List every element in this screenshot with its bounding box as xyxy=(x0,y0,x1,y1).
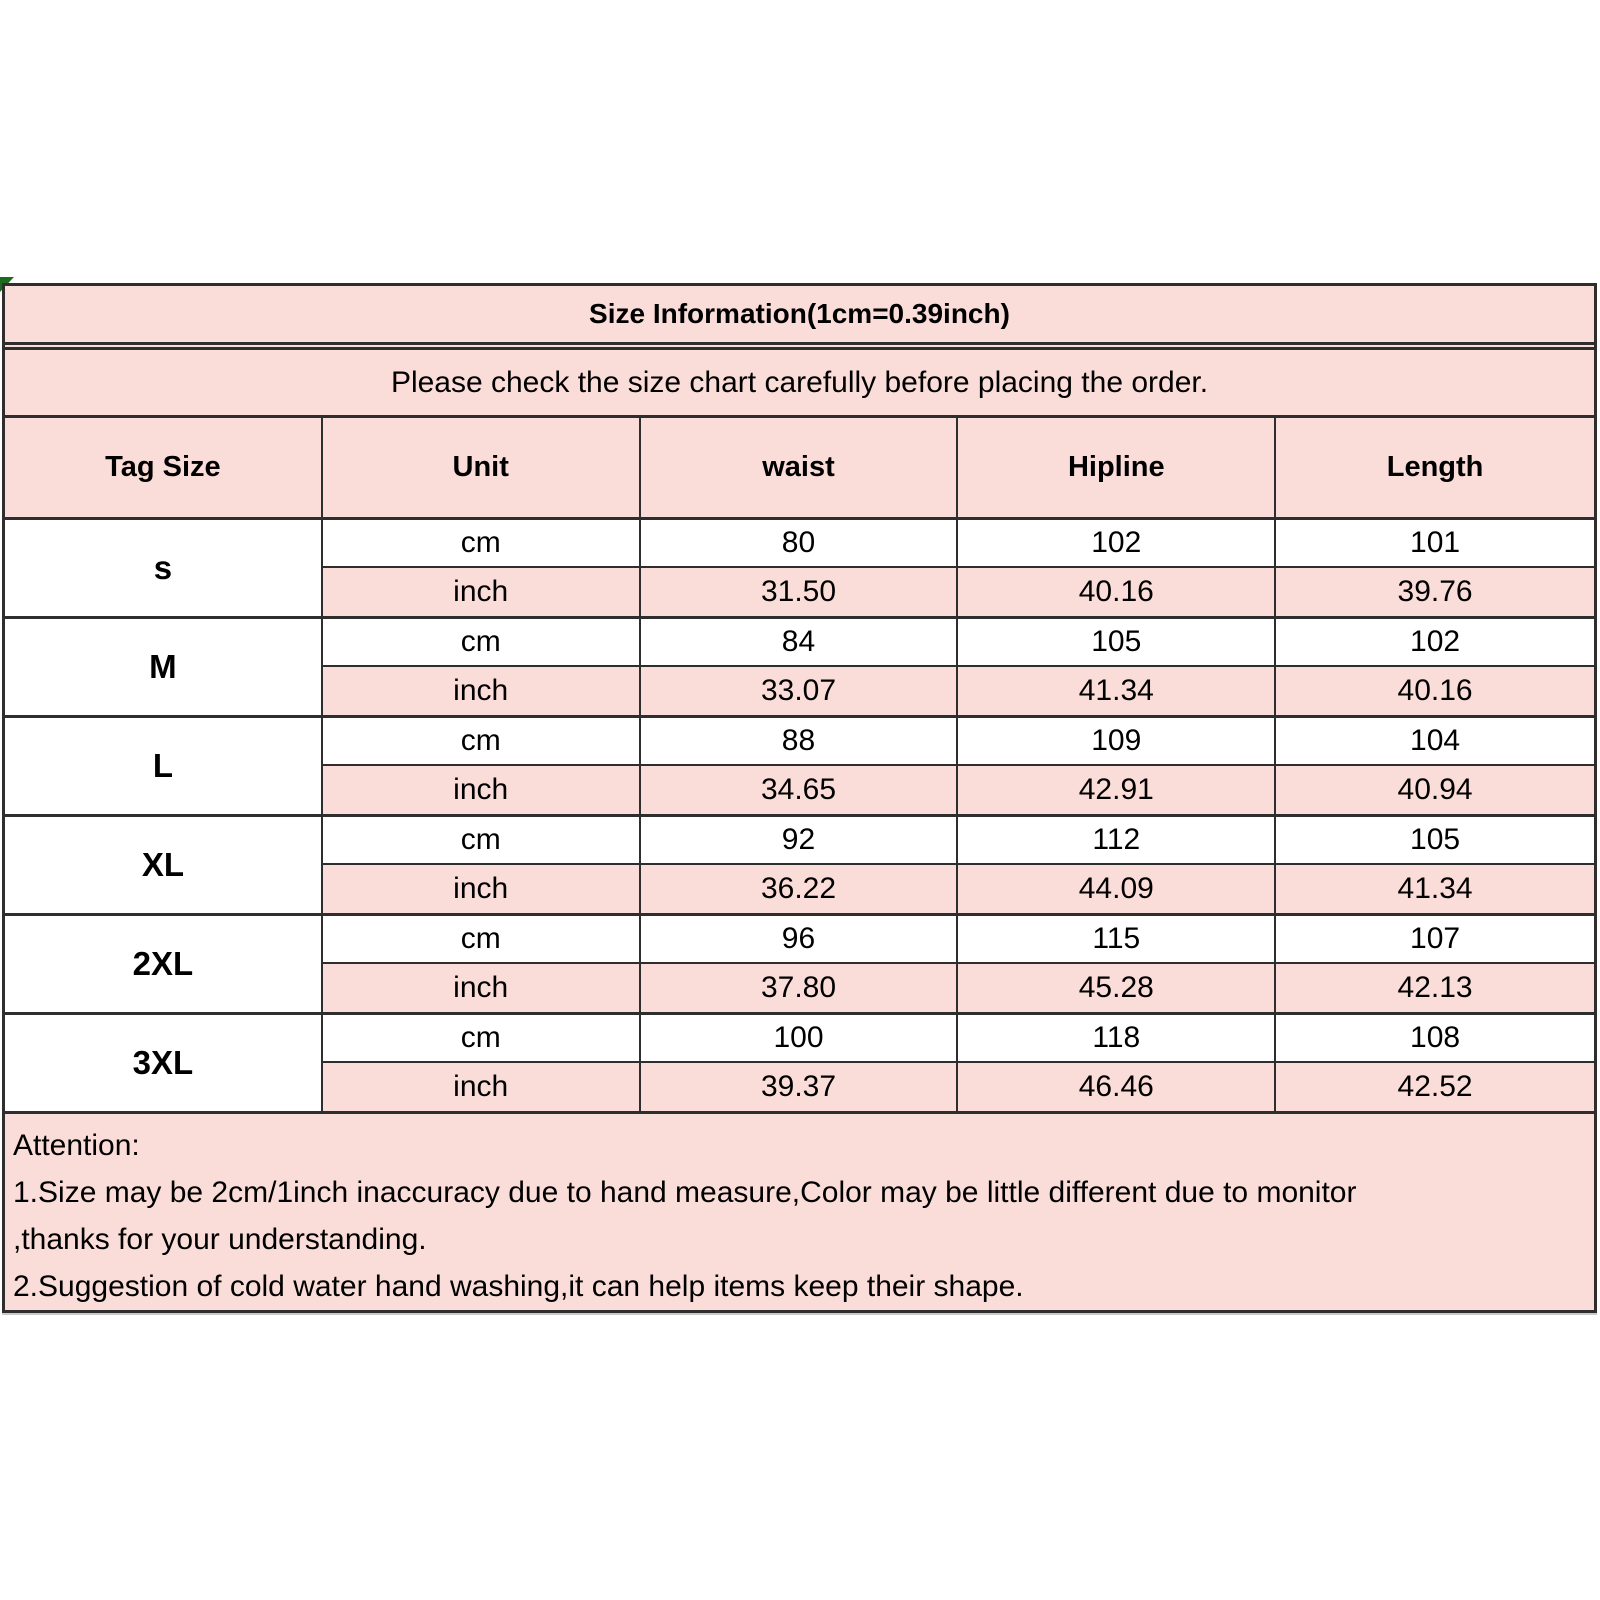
attention-line-2: ,thanks for your understanding. xyxy=(13,1223,427,1256)
hipline-inch-cell: 44.09 xyxy=(958,865,1276,913)
attention-heading: Attention: xyxy=(13,1129,140,1162)
length-cm-cell: 107 xyxy=(1276,916,1594,964)
waist-inch-cell: 39.37 xyxy=(641,1063,959,1111)
attention-note xyxy=(5,1114,1594,1310)
waist-cm-cell: 96 xyxy=(641,916,959,964)
length-inch-cell: 40.16 xyxy=(1276,667,1594,715)
length-cm-cell: 101 xyxy=(1276,520,1594,568)
table-subtitle: Please check the size chart carefully before placing the order. xyxy=(5,350,1594,418)
hipline-cm-cell: 112 xyxy=(958,817,1276,865)
attention-line-3: 2.Suggestion of cold water hand washing,it can help items keep their shape. xyxy=(13,1270,1024,1303)
unit-cell: inch xyxy=(323,766,641,814)
header-waist: waist xyxy=(641,418,959,517)
length-cm-cell: 108 xyxy=(1276,1015,1594,1063)
header-tag-size: Tag Size xyxy=(5,418,323,517)
unit-cell: cm xyxy=(323,817,641,865)
hipline-cm-cell: 105 xyxy=(958,619,1276,667)
header-hipline: Hipline xyxy=(958,418,1276,517)
waist-cm-cell: 88 xyxy=(641,718,959,766)
hipline-inch-cell: 45.28 xyxy=(958,964,1276,1012)
length-inch-cell: 39.76 xyxy=(1276,568,1594,616)
hipline-inch-cell: 46.46 xyxy=(958,1063,1276,1111)
length-inch-cell: 42.13 xyxy=(1276,964,1594,1012)
unit-cell: cm xyxy=(323,1015,641,1063)
hipline-inch-cell: 40.16 xyxy=(958,568,1276,616)
hipline-cm-cell: 102 xyxy=(958,520,1276,568)
waist-inch-cell: 33.07 xyxy=(641,667,959,715)
waist-cm-cell: 80 xyxy=(641,520,959,568)
hipline-cm-cell: 115 xyxy=(958,916,1276,964)
hipline-cm-cell: 109 xyxy=(958,718,1276,766)
unit-cell: inch xyxy=(323,568,641,616)
header-length: Length xyxy=(1386,451,1484,483)
table-title: Size Information(1cm=0.39inch) xyxy=(5,286,1594,350)
unit-cell: inch xyxy=(323,1063,641,1111)
hipline-inch-cell: 41.34 xyxy=(958,667,1276,715)
length-cm-cell: 104 xyxy=(1276,718,1594,766)
unit-cell: cm xyxy=(323,718,641,766)
hipline-inch-cell: 42.91 xyxy=(958,766,1276,814)
table-header-row xyxy=(5,418,1594,520)
size-chart-table xyxy=(2,283,1597,1313)
hipline-cm-cell: 118 xyxy=(958,1015,1276,1063)
waist-inch-cell: 37.80 xyxy=(641,964,959,1012)
size-group-3xl xyxy=(5,1015,1594,1114)
unit-cell: inch xyxy=(323,667,641,715)
unit-cell: cm xyxy=(323,520,641,568)
size-group-m xyxy=(5,619,1594,718)
tag-size-cell: 3XL xyxy=(5,1015,323,1111)
waist-cm-cell: 92 xyxy=(641,817,959,865)
length-inch-cell: 41.34 xyxy=(1276,865,1594,913)
waist-cm-cell: 84 xyxy=(641,619,959,667)
length-cm-cell: 105 xyxy=(1276,817,1594,865)
tag-size-cell: L xyxy=(5,718,323,814)
waist-inch-cell: 36.22 xyxy=(641,865,959,913)
length-inch-cell: 42.52 xyxy=(1276,1063,1594,1111)
size-group-s xyxy=(5,520,1594,619)
attention-line-1: 1.Size may be 2cm/1inch inaccuracy due to hand measure,Color may be little different due to monitor xyxy=(13,1176,1357,1209)
size-group-l xyxy=(5,718,1594,817)
waist-inch-cell: 31.50 xyxy=(641,568,959,616)
waist-cm-cell: 100 xyxy=(641,1015,959,1063)
tag-size-cell: s xyxy=(5,520,323,616)
unit-cell: inch xyxy=(323,865,641,913)
header-unit: Unit xyxy=(323,418,641,517)
size-group-xl xyxy=(5,817,1594,916)
unit-cell: cm xyxy=(323,619,641,667)
unit-cell: inch xyxy=(323,964,641,1012)
tag-size-cell: 2XL xyxy=(5,916,323,1012)
tag-size-cell: M xyxy=(5,619,323,715)
tag-size-cell: XL xyxy=(5,817,323,913)
unit-cell: cm xyxy=(323,916,641,964)
size-group-2xl xyxy=(5,916,1594,1015)
length-cm-cell: 102 xyxy=(1276,619,1594,667)
waist-inch-cell: 34.65 xyxy=(641,766,959,814)
length-inch-cell: 40.94 xyxy=(1276,766,1594,814)
